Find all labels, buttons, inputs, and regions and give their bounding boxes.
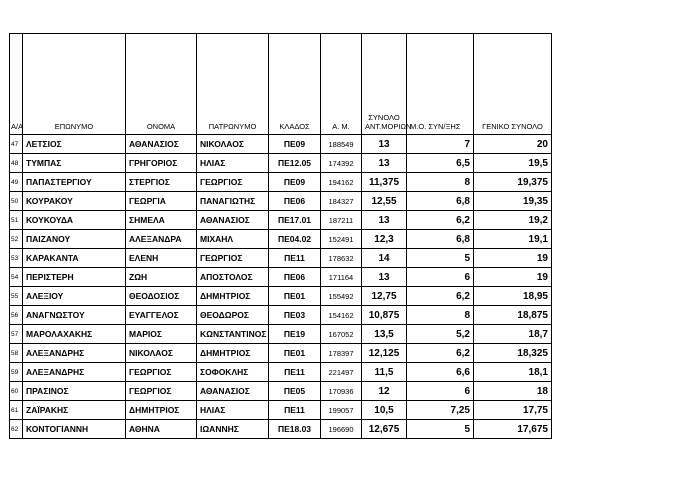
cell-surname: ΚΑΡΑΚΑΝΤΑ xyxy=(23,249,126,268)
cell-surname: ΠΕΡΙΣΤΕΡΗ xyxy=(23,268,126,287)
cell-branch: ΠΕ11 xyxy=(269,401,321,420)
cell-grand-total: 18,7 xyxy=(474,325,552,344)
cell-name: ΖΩΗ xyxy=(126,268,197,287)
cell-branch: ΠΕ18.03 xyxy=(269,420,321,439)
header-name: ΟΝΟΜΑ xyxy=(126,34,197,135)
cell-branch: ΠΕ06 xyxy=(269,192,321,211)
cell-branch: ΠΕ09 xyxy=(269,135,321,154)
cell-aa: 56 xyxy=(10,306,23,325)
cell-father: ΗΛΙΑΣ xyxy=(197,154,269,173)
cell-am: 155492 xyxy=(321,287,362,306)
cell-surname: ΠΡΑΣΙΝΟΣ xyxy=(23,382,126,401)
table-row xyxy=(10,325,552,344)
cell-aa: 52 xyxy=(10,230,23,249)
cell-father: ΓΕΩΡΓΙΟΣ xyxy=(197,173,269,192)
cell-mo: 6,8 xyxy=(407,230,474,249)
cell-grand-total: 17,75 xyxy=(474,401,552,420)
cell-surname: ΠΑΙΖΑΝΟΥ xyxy=(23,230,126,249)
table-row xyxy=(10,382,552,401)
cell-mo: 8 xyxy=(407,173,474,192)
cell-mo: 8 xyxy=(407,306,474,325)
cell-total: 12,75 xyxy=(362,287,407,306)
cell-am: 174392 xyxy=(321,154,362,173)
cell-father: ΠΑΝΑΓΙΩΤΗΣ xyxy=(197,192,269,211)
header-mo: Μ.Ο. ΣΥΝ/ΞΗΣ xyxy=(407,34,474,135)
table-row xyxy=(10,363,552,382)
cell-branch: ΠΕ12.05 xyxy=(269,154,321,173)
cell-father: ΓΕΩΡΓΙΟΣ xyxy=(197,249,269,268)
cell-total: 10,5 xyxy=(362,401,407,420)
header-grand-total: ΓΕΝΙΚΟ ΣΥΝΟΛΟ xyxy=(474,34,552,135)
cell-father: ΚΩΝΣΤΑΝΤΙΝΟΣ xyxy=(197,325,269,344)
cell-am: 199057 xyxy=(321,401,362,420)
cell-grand-total: 18,95 xyxy=(474,287,552,306)
cell-name: ΜΑΡΙΟΣ xyxy=(126,325,197,344)
cell-branch: ΠΕ06 xyxy=(269,268,321,287)
cell-aa: 61 xyxy=(10,401,23,420)
cell-am: 196690 xyxy=(321,420,362,439)
cell-mo: 6,8 xyxy=(407,192,474,211)
cell-mo: 6,6 xyxy=(407,363,474,382)
cell-branch: ΠΕ17.01 xyxy=(269,211,321,230)
cell-aa: 49 xyxy=(10,173,23,192)
cell-am: 167052 xyxy=(321,325,362,344)
cell-aa: 47 xyxy=(10,135,23,154)
cell-total: 10,875 xyxy=(362,306,407,325)
table-row xyxy=(10,287,552,306)
cell-total: 12,675 xyxy=(362,420,407,439)
cell-name: ΑΘΑΝΑΣΙΟΣ xyxy=(126,135,197,154)
cell-name: ΣΗΜΕΛΑ xyxy=(126,211,197,230)
cell-surname: ΤΥΜΠΑΣ xyxy=(23,154,126,173)
cell-aa: 48 xyxy=(10,154,23,173)
cell-am: 178632 xyxy=(321,249,362,268)
cell-mo: 7 xyxy=(407,135,474,154)
cell-aa: 53 xyxy=(10,249,23,268)
cell-branch: ΠΕ09 xyxy=(269,173,321,192)
cell-total: 13 xyxy=(362,211,407,230)
cell-branch: ΠΕ05 xyxy=(269,382,321,401)
cell-name: ΓΕΩΡΓΙΟΣ xyxy=(126,363,197,382)
table-row xyxy=(10,192,552,211)
cell-am: 152491 xyxy=(321,230,362,249)
cell-name: ΕΛΕΝΗ xyxy=(126,249,197,268)
cell-father: ΑΘΑΝΑΣΙΟΣ xyxy=(197,211,269,230)
cell-grand-total: 18,325 xyxy=(474,344,552,363)
cell-father: ΜΙΧΑΗΛ xyxy=(197,230,269,249)
cell-father: ΔΗΜΗΤΡΙΟΣ xyxy=(197,287,269,306)
cell-am: 178397 xyxy=(321,344,362,363)
cell-aa: 54 xyxy=(10,268,23,287)
header-total xyxy=(362,34,412,135)
cell-grand-total: 19 xyxy=(474,249,552,268)
cell-aa: 58 xyxy=(10,344,23,363)
cell-branch: ΠΕ01 xyxy=(269,344,321,363)
header-total-line2: ΑΝΤ.ΜΟΡΙΩΝ xyxy=(365,122,412,131)
header-branch: ΚΛΑΔΟΣ xyxy=(269,34,321,135)
cell-total: 13 xyxy=(362,154,407,173)
cell-father: ΑΠΟΣΤΟΛΟΣ xyxy=(197,268,269,287)
cell-aa: 62 xyxy=(10,420,23,439)
cell-grand-total: 18,875 xyxy=(474,306,552,325)
table-row xyxy=(10,230,552,249)
cell-branch: ΠΕ11 xyxy=(269,249,321,268)
cell-mo: 5 xyxy=(407,420,474,439)
cell-am: 154162 xyxy=(321,306,362,325)
cell-name: ΓΕΩΡΓΙΑ xyxy=(126,192,197,211)
cell-father: ΣΟΦΟΚΛΗΣ xyxy=(197,363,269,382)
cell-total: 13,5 xyxy=(362,325,407,344)
cell-branch: ΠΕ19 xyxy=(269,325,321,344)
table-row xyxy=(10,135,552,154)
cell-am: 184327 xyxy=(321,192,362,211)
cell-branch: ΠΕ03 xyxy=(269,306,321,325)
header-surname: ΕΠΩΝΥΜΟ xyxy=(23,34,126,135)
cell-surname: ΜΑΡΟΛΑΧΑΚΗΣ xyxy=(23,325,126,344)
cell-grand-total: 19,2 xyxy=(474,211,552,230)
cell-surname: ΑΛΕΞΑΝΔΡΗΣ xyxy=(23,363,126,382)
cell-aa: 50 xyxy=(10,192,23,211)
cell-father: ΔΗΜΗΤΡΙΟΣ xyxy=(197,344,269,363)
cell-total: 13 xyxy=(362,268,407,287)
cell-aa: 57 xyxy=(10,325,23,344)
cell-grand-total: 17,675 xyxy=(474,420,552,439)
cell-total: 12,3 xyxy=(362,230,407,249)
cell-grand-total: 18 xyxy=(474,382,552,401)
cell-mo: 6,2 xyxy=(407,287,474,306)
table-row xyxy=(10,173,552,192)
cell-name: ΓΕΩΡΓΙΟΣ xyxy=(126,382,197,401)
cell-father: ΙΩΑΝΝΗΣ xyxy=(197,420,269,439)
header-row xyxy=(10,34,552,135)
cell-name: ΑΛΕΞΑΝΔΡΑ xyxy=(126,230,197,249)
cell-mo: 5 xyxy=(407,249,474,268)
cell-total: 14 xyxy=(362,249,407,268)
cell-mo: 5,2 xyxy=(407,325,474,344)
cell-mo: 6,2 xyxy=(407,211,474,230)
header-father: ΠΑΤΡΩΝΥΜΟ xyxy=(197,34,269,135)
cell-grand-total: 20 xyxy=(474,135,552,154)
cell-grand-total: 19,5 xyxy=(474,154,552,173)
cell-am: 171164 xyxy=(321,268,362,287)
cell-total: 12,125 xyxy=(362,344,407,363)
cell-surname: ΑΛΕΞΙΟΥ xyxy=(23,287,126,306)
cell-am: 187211 xyxy=(321,211,362,230)
table-row xyxy=(10,306,552,325)
cell-total: 12,55 xyxy=(362,192,407,211)
cell-grand-total: 18,1 xyxy=(474,363,552,382)
cell-grand-total: 19,1 xyxy=(474,230,552,249)
table-row xyxy=(10,268,552,287)
table-row xyxy=(10,249,552,268)
cell-am: 221497 xyxy=(321,363,362,382)
cell-mo: 6 xyxy=(407,382,474,401)
cell-am: 170936 xyxy=(321,382,362,401)
cell-total: 11,375 xyxy=(362,173,407,192)
table-row xyxy=(10,154,552,173)
cell-surname: ΑΛΕΞΑΝΔΡΗΣ xyxy=(23,344,126,363)
cell-surname: ΚΟΝΤΟΓΙΑΝΝΗ xyxy=(23,420,126,439)
cell-father: ΘΕΟΔΩΡΟΣ xyxy=(197,306,269,325)
cell-grand-total: 19,375 xyxy=(474,173,552,192)
cell-name: ΑΘΗΝΑ xyxy=(126,420,197,439)
table-row xyxy=(10,344,552,363)
cell-name: ΝΙΚΟΛΑΟΣ xyxy=(126,344,197,363)
cell-aa: 51 xyxy=(10,211,23,230)
cell-name: ΣΤΕΡΓΙΟΣ xyxy=(126,173,197,192)
table-row xyxy=(10,420,552,439)
cell-surname: ΚΟΥΡΑΚΟΥ xyxy=(23,192,126,211)
cell-aa: 55 xyxy=(10,287,23,306)
cell-mo: 6 xyxy=(407,268,474,287)
header-aa: Α/Α xyxy=(10,34,23,135)
cell-aa: 59 xyxy=(10,363,23,382)
cell-father: ΑΘΑΝΑΣΙΟΣ xyxy=(197,382,269,401)
cell-surname: ΑΝΑΓΝΩΣΤΟΥ xyxy=(23,306,126,325)
cell-mo: 7,25 xyxy=(407,401,474,420)
cell-branch: ΠΕ01 xyxy=(269,287,321,306)
cell-am: 194162 xyxy=(321,173,362,192)
table-row xyxy=(10,211,552,230)
cell-surname: ΛΕΤΣΙΟΣ xyxy=(23,135,126,154)
cell-name: ΓΡΗΓΟΡΙΟΣ xyxy=(126,154,197,173)
cell-total: 13 xyxy=(362,135,407,154)
cell-surname: ΚΟΥΚΟΥΔΑ xyxy=(23,211,126,230)
ranking-table xyxy=(9,33,552,439)
header-total-line1: ΣΥΝΟΛΟ xyxy=(368,113,400,122)
cell-am: 188549 xyxy=(321,135,362,154)
cell-aa: 60 xyxy=(10,382,23,401)
cell-branch: ΠΕ11 xyxy=(269,363,321,382)
cell-branch: ΠΕ04.02 xyxy=(269,230,321,249)
cell-grand-total: 19 xyxy=(474,268,552,287)
cell-name: ΕΥΑΓΓΕΛΟΣ xyxy=(126,306,197,325)
cell-name: ΘΕΟΔΟΣΙΟΣ xyxy=(126,287,197,306)
cell-total: 11,5 xyxy=(362,363,407,382)
cell-grand-total: 19,35 xyxy=(474,192,552,211)
cell-mo: 6,5 xyxy=(407,154,474,173)
cell-father: ΝΙΚΟΛΑΟΣ xyxy=(197,135,269,154)
table-row xyxy=(10,401,552,420)
cell-father: ΗΛΙΑΣ xyxy=(197,401,269,420)
cell-mo: 6,2 xyxy=(407,344,474,363)
cell-surname: ΠΑΠΑΣΤΕΡΓΙΟΥ xyxy=(23,173,126,192)
header-am: Α. Μ. xyxy=(321,34,362,135)
cell-name: ΔΗΜΗΤΡΙΟΣ xyxy=(126,401,197,420)
cell-surname: ΖΑΪΡΑΚΗΣ xyxy=(23,401,126,420)
cell-total: 12 xyxy=(362,382,407,401)
